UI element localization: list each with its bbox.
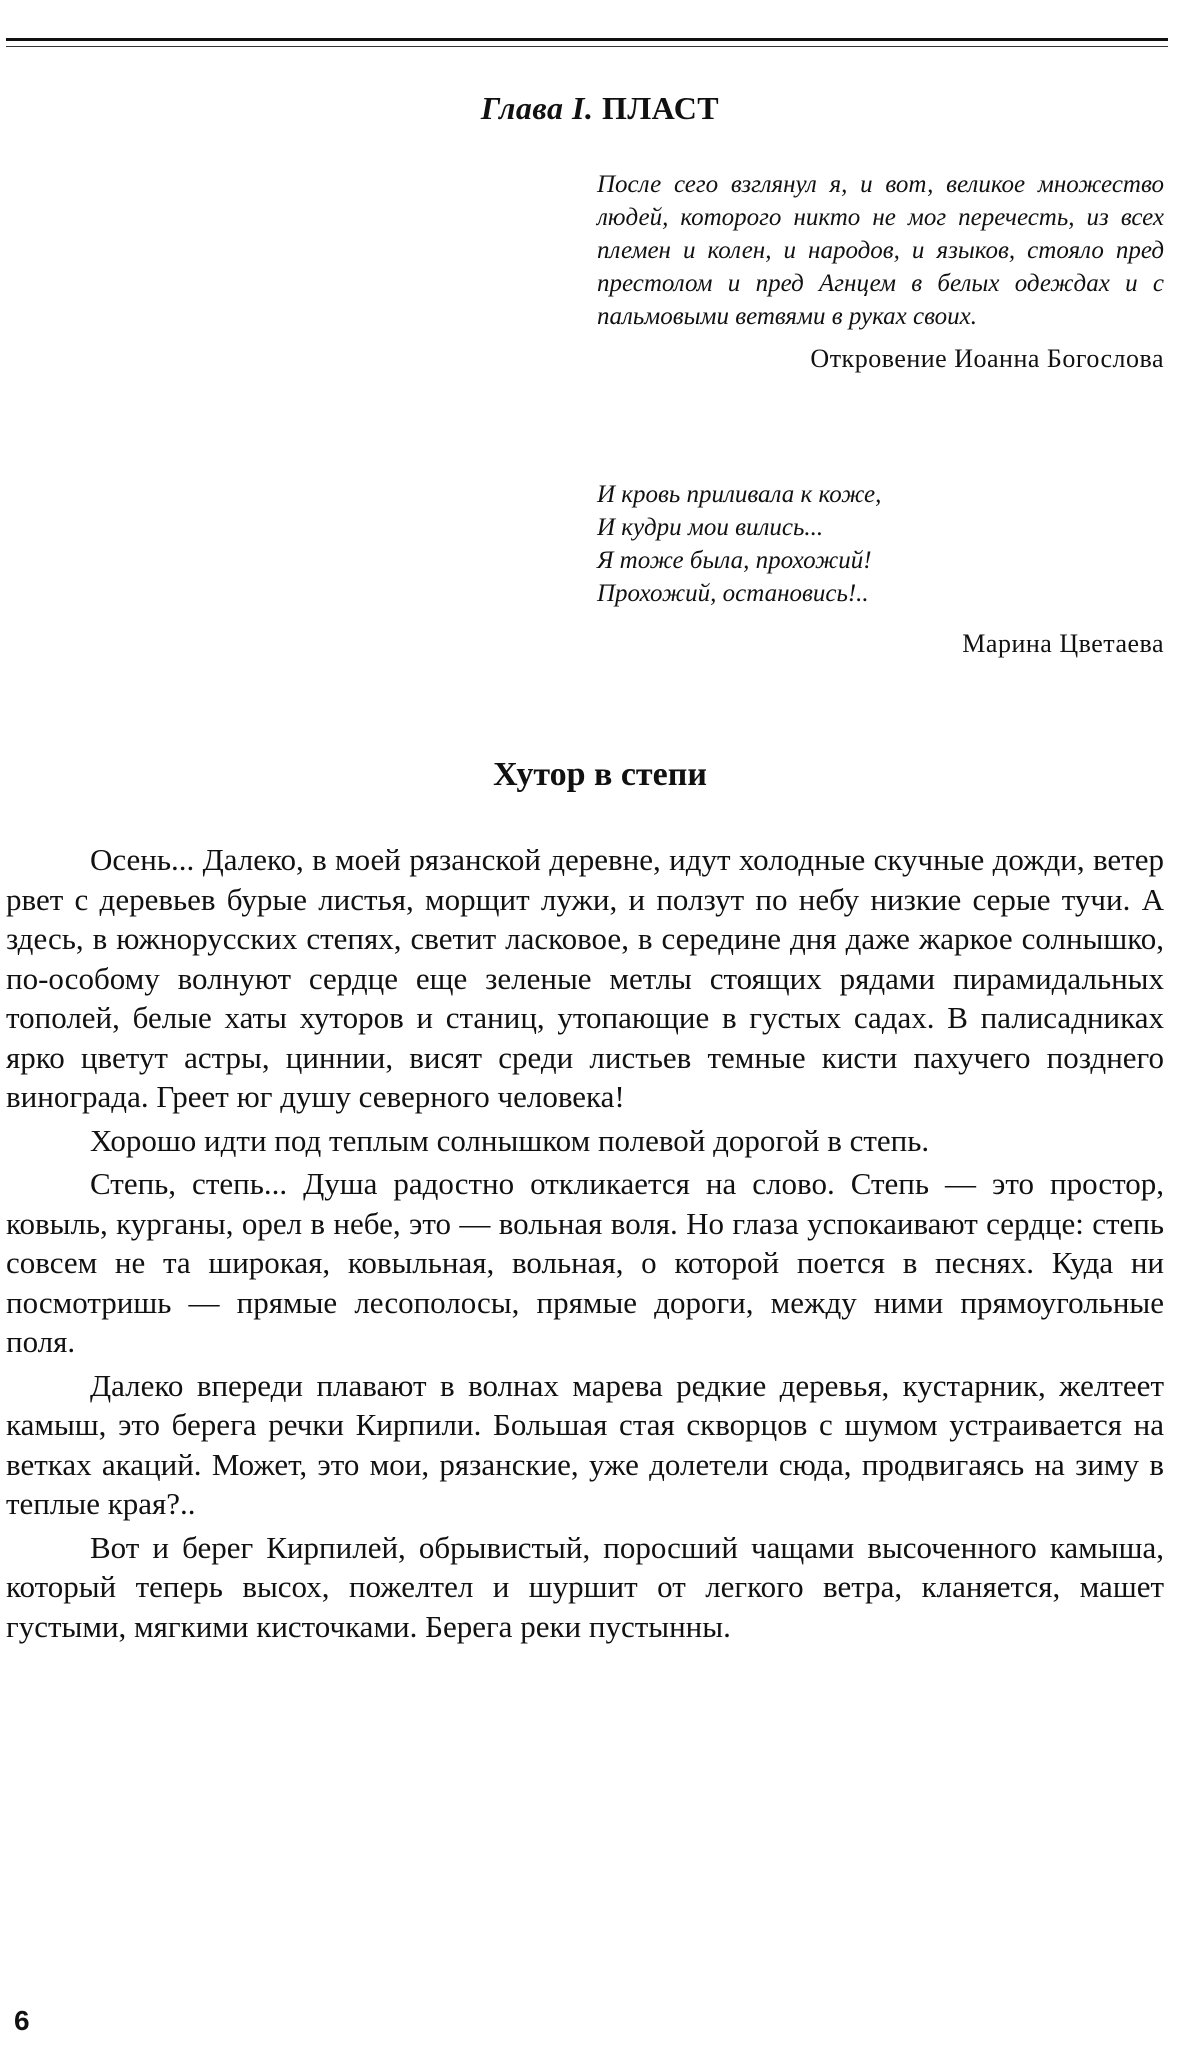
paragraph: Вот и берег Кирпилей, обрывистый, поросший чащами высоченного камыша, который теперь высох, пожелтел и шуршит от легкого ветра, кланяется, машет густыми, мягкими кисточками. Берега реки пустынны. (6, 1529, 1164, 1644)
epigraph-quote: После сего взглянул я, и вот, великое множество людей, которого никто не мог перечесть, из всех племен и колен, и народов, и языков, стояло пред престолом и пред Агнцем в белых одеждах и с пальмовыми ветвями в руках своих. (597, 171, 1164, 330)
epigraph-author: Откровение Иоанна Богослова (810, 344, 1164, 373)
paragraph: Степь, степь... Душа радостно откликается на слово. Степь — это простор, ковыль, курганы, орел в небе, это — вольная воля. Но глаза успокаивают сердце: степь совсем не та широкая, ковыльная, вольная, о которой поется в песнях. Куда ни посмотришь — прямые лесополосы, прямые дороги, между ними прямоугольные поля. (6, 1166, 1164, 1359)
poem-line: И кровь приливала к коже, (597, 481, 882, 508)
page-number: 6 (14, 2005, 30, 2036)
paragraph: Осень... Далеко, в моей рязанской деревне, идут холодные скучные дожди, ветер рвет с деревьев бурые листья, морщит лужи, и ползут по небу низкие серые тучи. А здесь, в южнорусских степях, светит ласковое, в середине дня даже жаркое солнышко, по-особому волнуют сердце еще зеленые метлы стоящих рядами пирамидальных тополей, белые хаты хуторов и станиц, утопающие в густых садах. В палисадниках ярко цветут астры, циннии, висят среди листьев темные кисти пахучего позднего винограда. Греет юг душу северного человека! (6, 842, 1164, 1114)
header-rule (6, 38, 1168, 41)
header-rule-thin (6, 46, 1168, 47)
paragraph: Далеко впереди плавают в волнах марева редкие деревья, кустарник, желтеет камыш, это берега речки Кирпили. Большая стая скворцов с шумом устраивается на ветках акаций. Может, это мои, рязанские, уже долетели сюда, продвигаясь на зиму в теплые края?.. (6, 1367, 1164, 1521)
poem-line: Я тоже была, прохожий! (597, 547, 872, 574)
epigraph-revelation (597, 168, 1164, 377)
poem-line: И кудри мои вились... (597, 514, 824, 541)
section-title: Хутор в степи (493, 756, 707, 793)
paragraph: Хорошо идти под теплым солнышком полевой дорогой в степь. (90, 1122, 930, 1158)
chapter-title: ПЛАСТ (601, 90, 720, 126)
body-text (6, 840, 1164, 1650)
poem-line: Прохожий, остановись!.. (597, 580, 869, 607)
chapter-heading (0, 88, 1200, 128)
epigraph-author: Марина Цветаева (962, 629, 1164, 658)
chapter-label: Глава I. (480, 90, 594, 126)
epigraph-tsvetaeva (597, 478, 1164, 662)
